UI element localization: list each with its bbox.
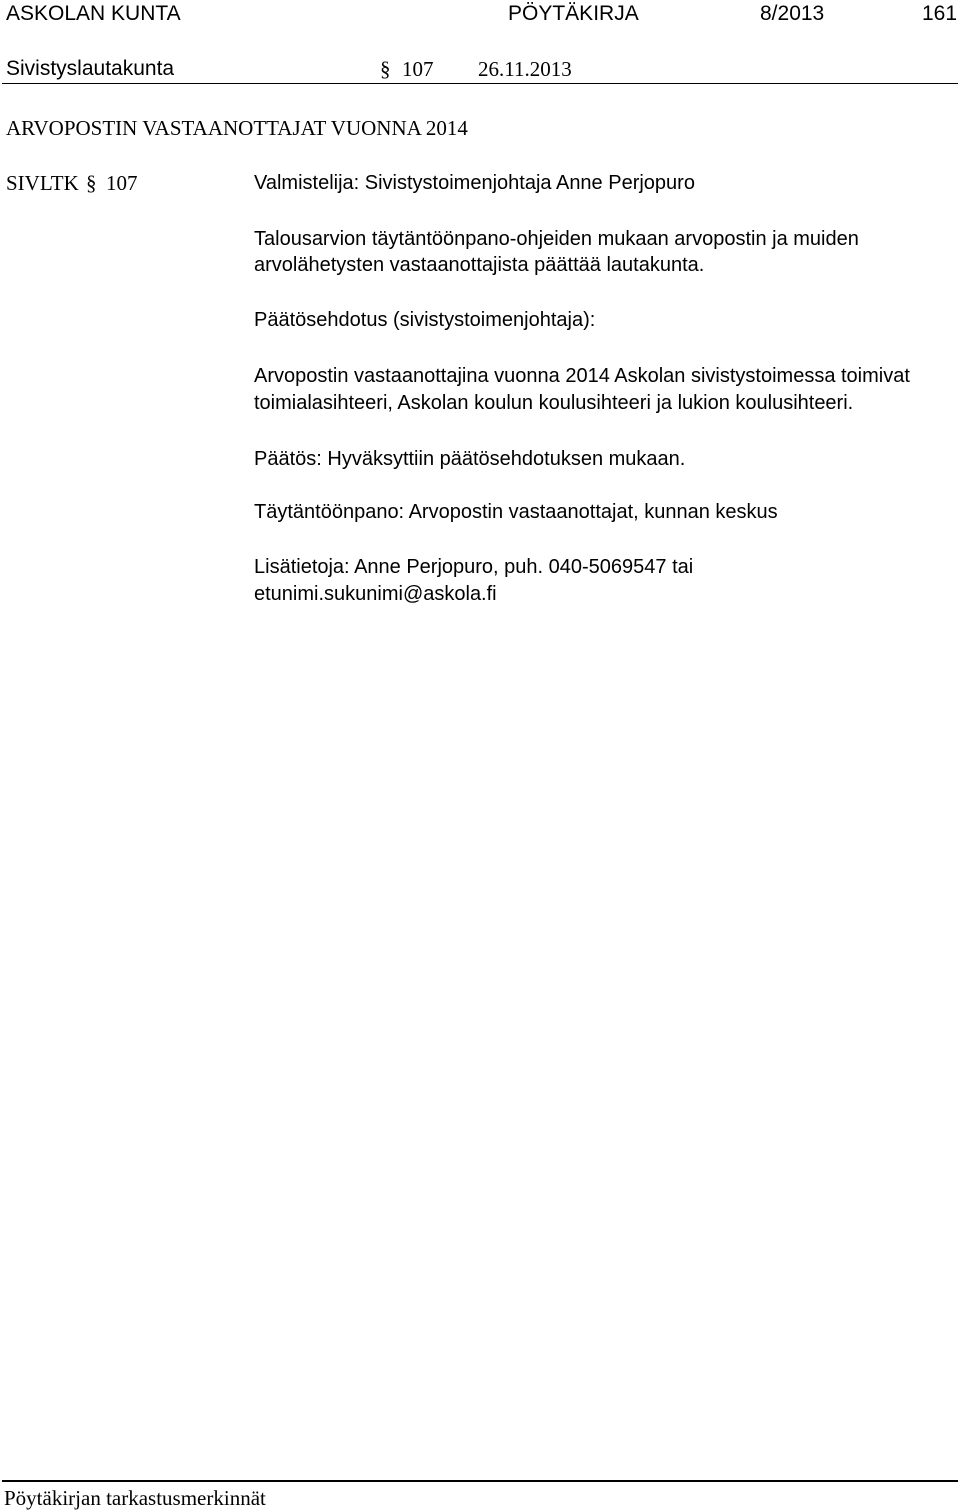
section-ref-number: 107 (106, 171, 138, 195)
municipality-name: ASKOLAN KUNTA (6, 2, 181, 25)
proposal-line-1: Arvopostin vastaanottajina vuonna 2014 Askolan sivistystoimessa toimivat (254, 365, 910, 387)
proposal-heading: Päätösehdotus (sivistystoimenjohtaja): (254, 309, 596, 331)
section-sign: § (380, 57, 391, 81)
proposal-line-2: toimialasihteeri, Askolan koulun koulusihteeri ja lukion koulusihteeri. (254, 392, 854, 414)
header-rule (2, 83, 958, 84)
review-marks-label: Pöytäkirjan tarkastusmerkinnät (4, 1486, 266, 1510)
page-title: ARVOPOSTIN VASTAANOTTAJAT VUONNA 2014 (6, 116, 468, 140)
page-number: 161 (922, 2, 958, 25)
section-code: SIVLTK (6, 171, 79, 195)
committee-name: Sivistyslautakunta (6, 57, 175, 80)
section-ref-sign: § (86, 171, 97, 195)
meeting-date: 26.11.2013 (478, 57, 572, 81)
document-type: PÖYTÄKIRJA (508, 2, 639, 25)
info-line-1: Lisätietoja: Anne Perjopuro, puh. 040-5069547 tai (254, 556, 694, 578)
section-number: 107 (402, 57, 434, 81)
meeting-number: 8/2013 (760, 2, 825, 25)
info-line-2: etunimi.sukunimi@askola.fi (254, 583, 497, 605)
footer-rule (2, 1480, 958, 1482)
implementation-line: Täytäntöönpano: Arvopostin vastaanottajat, kunnan keskus (254, 501, 778, 523)
decision-line: Päätös: Hyväksyttiin päätösehdotuksen mukaan. (254, 448, 686, 470)
intro-line-2: arvolähetysten vastaanottajista päättää lautakunta. (254, 254, 705, 276)
intro-line-1: Talousarvion täytäntöönpano-ohjeiden mukaan arvopostin ja muiden (254, 228, 859, 250)
preparer-line: Valmistelija: Sivistystoimenjohtaja Anne Perjopuro (254, 172, 695, 194)
